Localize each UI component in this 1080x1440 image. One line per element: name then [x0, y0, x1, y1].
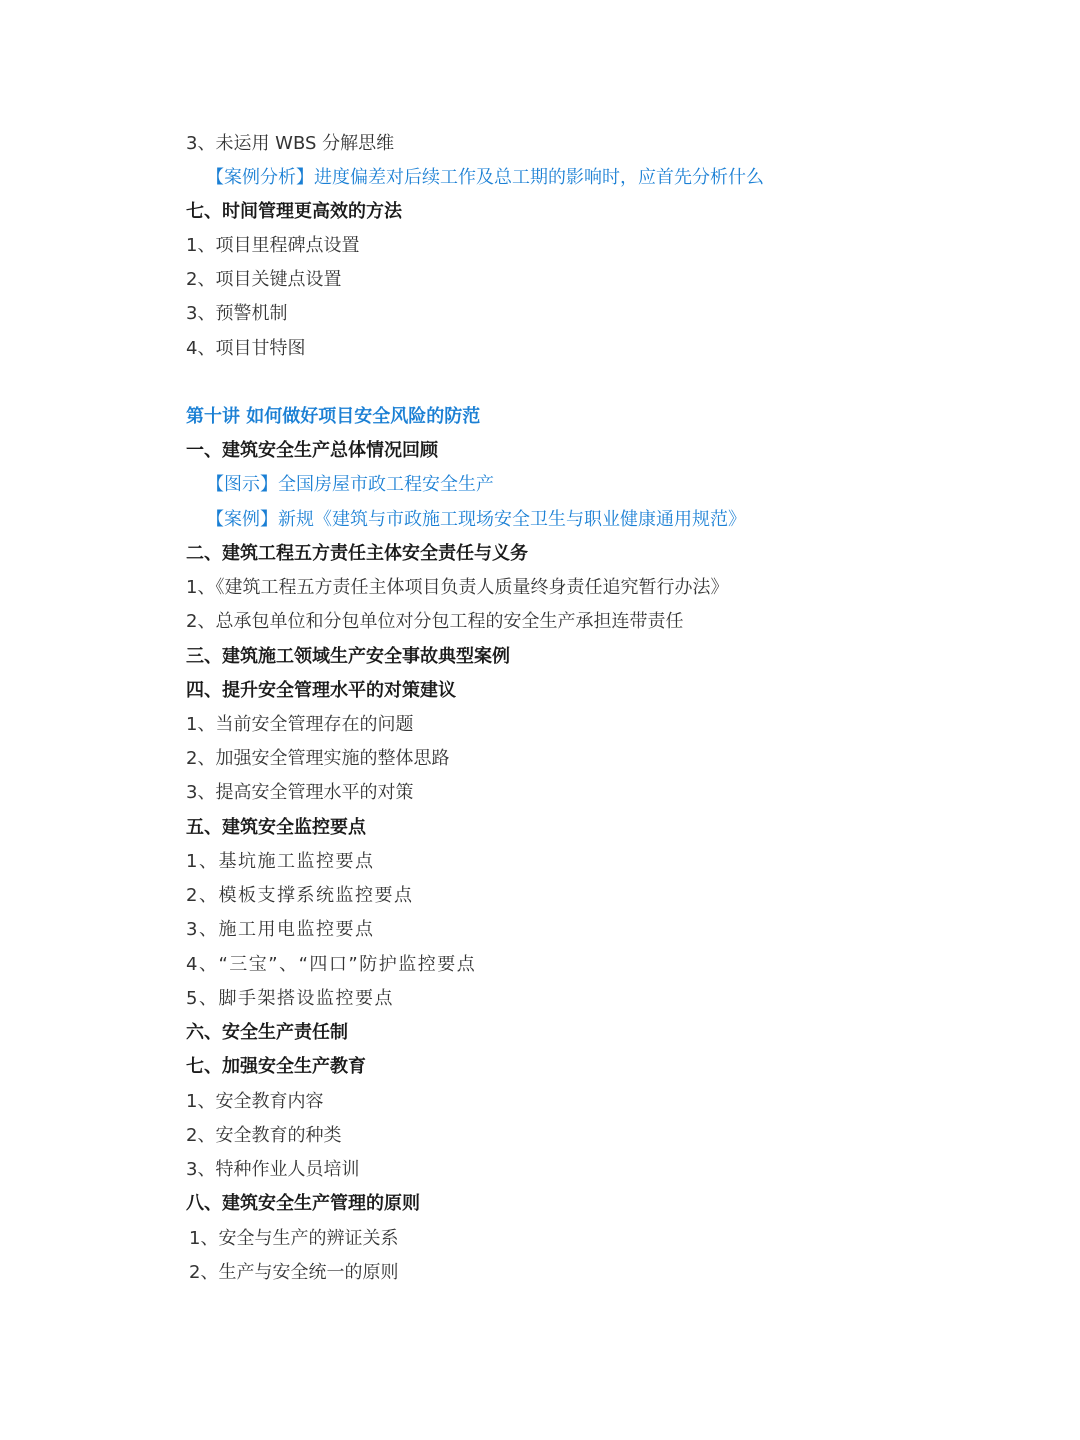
section-heading: 六、安全生产责任制 — [186, 1022, 348, 1043]
list-item: 2、总承包单位和分包单位对分包工程的安全生产承担连带责任 — [186, 611, 684, 632]
list-item: 3、特种作业人员培训 — [186, 1159, 360, 1180]
section-heading: 五、建筑安全监控要点 — [186, 817, 366, 838]
case-analysis-note: 【案例分析】进度偏差对后续工作及总工期的影响时，应首先分析什么 — [206, 167, 764, 188]
list-item: 4、项目甘特图 — [186, 338, 306, 359]
list-item: 1、当前安全管理存在的问题 — [186, 714, 414, 735]
section-heading: 三、建筑施工领域生产安全事故典型案例 — [186, 646, 510, 667]
section-heading: 七、时间管理更高效的方法 — [186, 201, 402, 222]
list-item: 2、生产与安全统一的原则 — [189, 1262, 399, 1283]
list-item: 3、施工用电监控要点 — [186, 919, 375, 940]
list-item: 2、加强安全管理实施的整体思路 — [186, 748, 450, 769]
list-item: 5、脚手架搭设监控要点 — [186, 988, 394, 1009]
list-item: 1、基坑施工监控要点 — [186, 851, 375, 872]
case-note: 【案例】新规《建筑与市政施工现场安全卫生与职业健康通用规范》 — [206, 509, 746, 530]
section-heading: 七、加强安全生产教育 — [186, 1056, 366, 1077]
list-item: 1、项目里程碑点设置 — [186, 235, 360, 256]
list-item: 2、项目关键点设置 — [186, 269, 342, 290]
section-heading: 四、提升安全管理水平的对策建议 — [186, 680, 456, 701]
list-item: 1、安全与生产的辨证关系 — [189, 1228, 399, 1249]
list-item: 1、安全教育内容 — [186, 1091, 324, 1112]
list-item: 3、预警机制 — [186, 303, 288, 324]
section-heading: 八、建筑安全生产管理的原则 — [186, 1193, 420, 1214]
list-item: 2、模板支撑系统监控要点 — [186, 885, 414, 906]
list-item: 2、安全教育的种类 — [186, 1125, 342, 1146]
figure-note: 【图示】全国房屋市政工程安全生产 — [206, 474, 494, 495]
list-item: 3、未运用 WBS 分解思维 — [186, 133, 395, 154]
section-heading: 二、建筑工程五方责任主体安全责任与义务 — [186, 543, 528, 564]
list-item: 4、“三宝”、“四口”防护监控要点 — [186, 954, 477, 975]
lecture-title: 第十讲 如何做好项目安全风险的防范 — [186, 406, 481, 427]
list-item: 1、《建筑工程五方责任主体项目负责人质量终身责任追究暂行办法》 — [186, 577, 729, 598]
section-heading: 一、建筑安全生产总体情况回顾 — [186, 440, 438, 461]
list-item: 3、提高安全管理水平的对策 — [186, 782, 414, 803]
